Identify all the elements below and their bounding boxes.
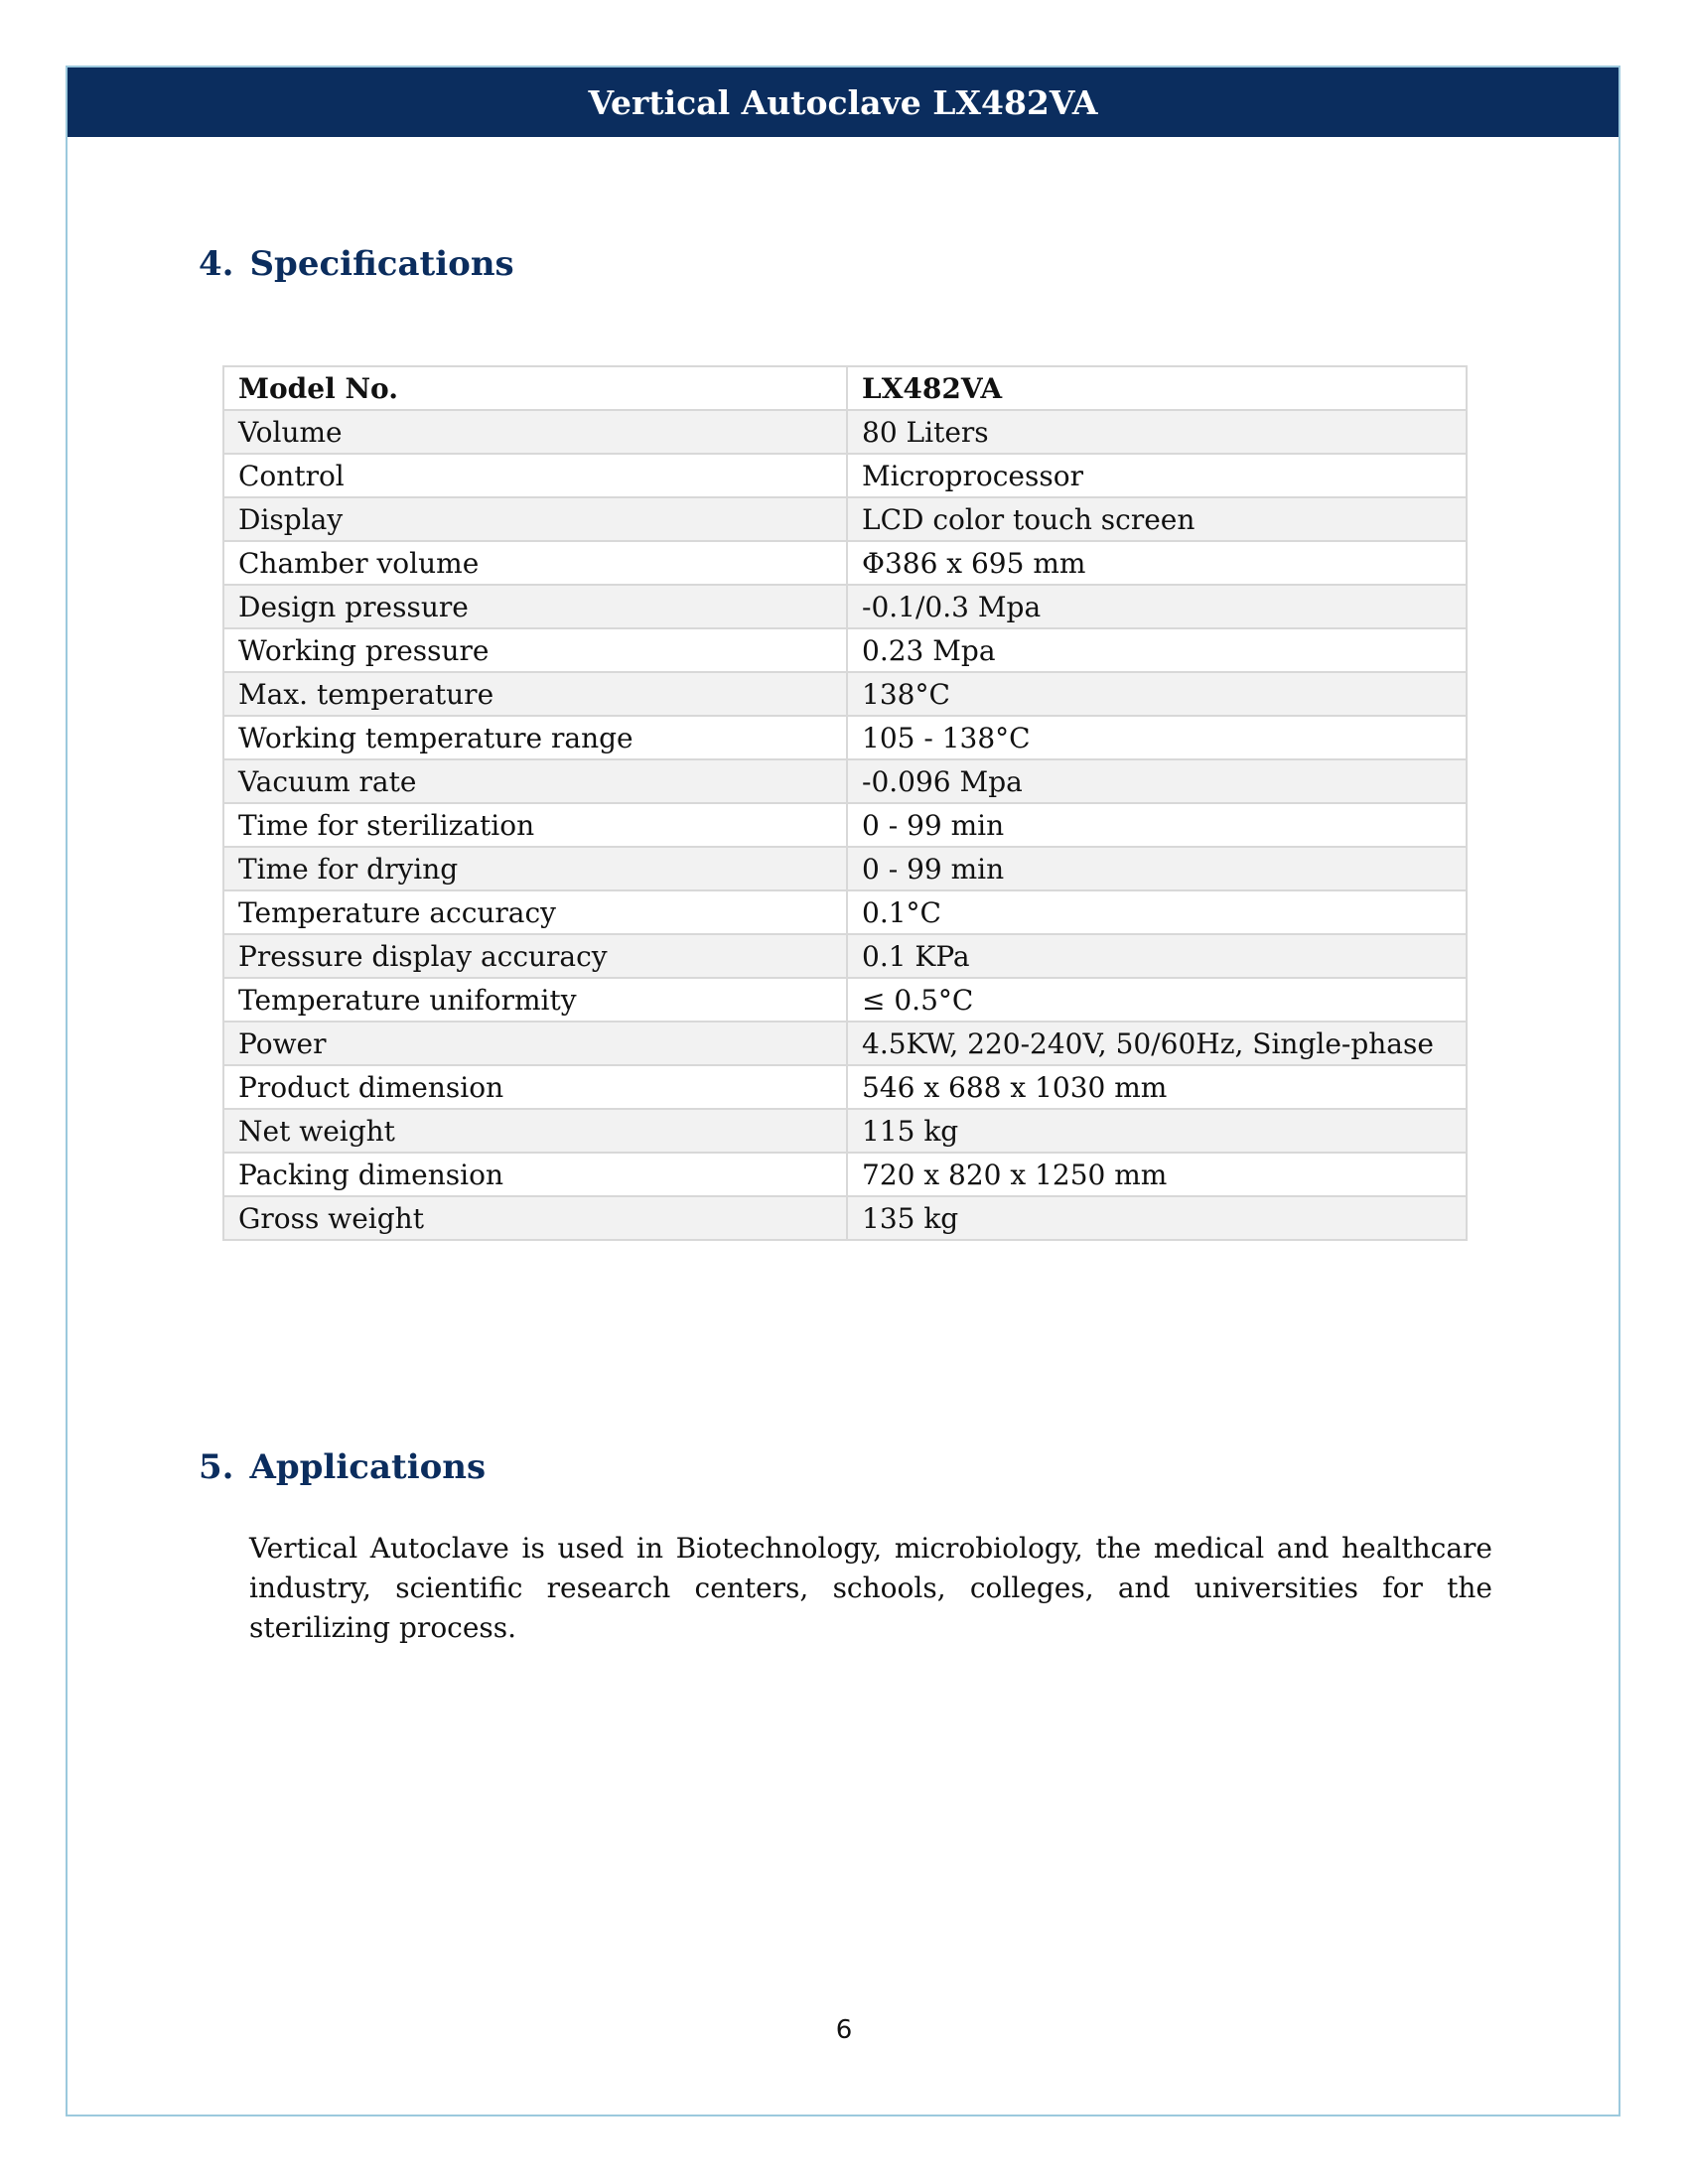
table-row: [223, 497, 1467, 541]
table-cell-value: 4.5KW, 220-240V, 50/60Hz, Single-phase: [847, 1022, 1467, 1065]
table-cell-value: -0.1/0.3 Mpa: [847, 585, 1467, 628]
section-number: 5.: [199, 1447, 234, 1487]
table-cell-value: -0.096 Mpa: [847, 759, 1467, 803]
table-cell-label: Product dimension: [223, 1065, 847, 1109]
page-number: 6: [835, 2015, 853, 2045]
table-cell-value: 0.1°C: [847, 890, 1467, 934]
table-cell-value: 0.1 KPa: [847, 934, 1467, 978]
table-cell-value: Φ386 x 695 mm: [847, 541, 1467, 585]
table-row: [223, 454, 1467, 497]
table-cell-label: Pressure display accuracy: [223, 934, 847, 978]
table-cell-value: 105 - 138°C: [847, 716, 1467, 759]
table-cell-label: Power: [223, 1022, 847, 1065]
table-row: [223, 803, 1467, 847]
table-cell-value: 138°C: [847, 672, 1467, 716]
table-row: [223, 410, 1467, 454]
table-row: [223, 1196, 1467, 1240]
table-cell-label: Time for sterilization: [223, 803, 847, 847]
table-cell-value: LX482VA: [847, 366, 1467, 410]
table-cell-label: Working temperature range: [223, 716, 847, 759]
table-row: [223, 585, 1467, 628]
table-cell-label: Net weight: [223, 1109, 847, 1153]
table-cell-value: LCD color touch screen: [847, 497, 1467, 541]
table-cell-value: Microprocessor: [847, 454, 1467, 497]
table-cell-label: Design pressure: [223, 585, 847, 628]
table-cell-label: Packing dimension: [223, 1153, 847, 1196]
section-title: Applications: [249, 1447, 487, 1487]
table-cell-label: Chamber volume: [223, 541, 847, 585]
table-row: [223, 628, 1467, 672]
specifications-heading: [199, 244, 514, 284]
table-row: [223, 672, 1467, 716]
table-cell-label: Display: [223, 497, 847, 541]
applications-heading: [199, 1447, 486, 1487]
table-cell-value: 135 kg: [847, 1196, 1467, 1240]
table-cell-label: Time for drying: [223, 847, 847, 890]
table-cell-value: 546 x 688 x 1030 mm: [847, 1065, 1467, 1109]
table-cell-value: ≤ 0.5°C: [847, 978, 1467, 1022]
applications-paragraph: Vertical Autoclave is used in Biotechnology, microbiology, the medical and healthcare industry, scientific research centers, schools, colleges, and universities for the sterilizing process.: [249, 1532, 1492, 1644]
table-row: [223, 759, 1467, 803]
table-cell-label: Temperature uniformity: [223, 978, 847, 1022]
specifications-table: [222, 365, 1468, 1241]
table-cell-label: Working pressure: [223, 628, 847, 672]
table-cell-value: 115 kg: [847, 1109, 1467, 1153]
table-cell-value: 0 - 99 min: [847, 847, 1467, 890]
table-cell-value: 80 Liters: [847, 410, 1467, 454]
table-row: [223, 934, 1467, 978]
table-row: [223, 1065, 1467, 1109]
table-cell-label: Vacuum rate: [223, 759, 847, 803]
table-row: [223, 890, 1467, 934]
table-row: [223, 1022, 1467, 1065]
table-cell-label: Model No.: [223, 366, 847, 410]
table-cell-value: 720 x 820 x 1250 mm: [847, 1153, 1467, 1196]
table-cell-label: Gross weight: [223, 1196, 847, 1240]
table-cell-value: 0 - 99 min: [847, 803, 1467, 847]
table-row: [223, 1153, 1467, 1196]
table-cell-label: Temperature accuracy: [223, 890, 847, 934]
table-header-row: [223, 366, 1467, 410]
table-cell-label: Max. temperature: [223, 672, 847, 716]
table-cell-label: Control: [223, 454, 847, 497]
table-cell-value: 0.23 Mpa: [847, 628, 1467, 672]
table-row: [223, 716, 1467, 759]
table-cell-label: Volume: [223, 410, 847, 454]
table-row: [223, 847, 1467, 890]
table-row: [223, 1109, 1467, 1153]
table-row: [223, 978, 1467, 1022]
section-number: 4.: [199, 244, 234, 284]
document-header: [68, 68, 1618, 137]
table-row: [223, 541, 1467, 585]
section-title: Specifications: [249, 244, 514, 284]
document-title: Vertical Autoclave LX482VA: [588, 82, 1098, 122]
